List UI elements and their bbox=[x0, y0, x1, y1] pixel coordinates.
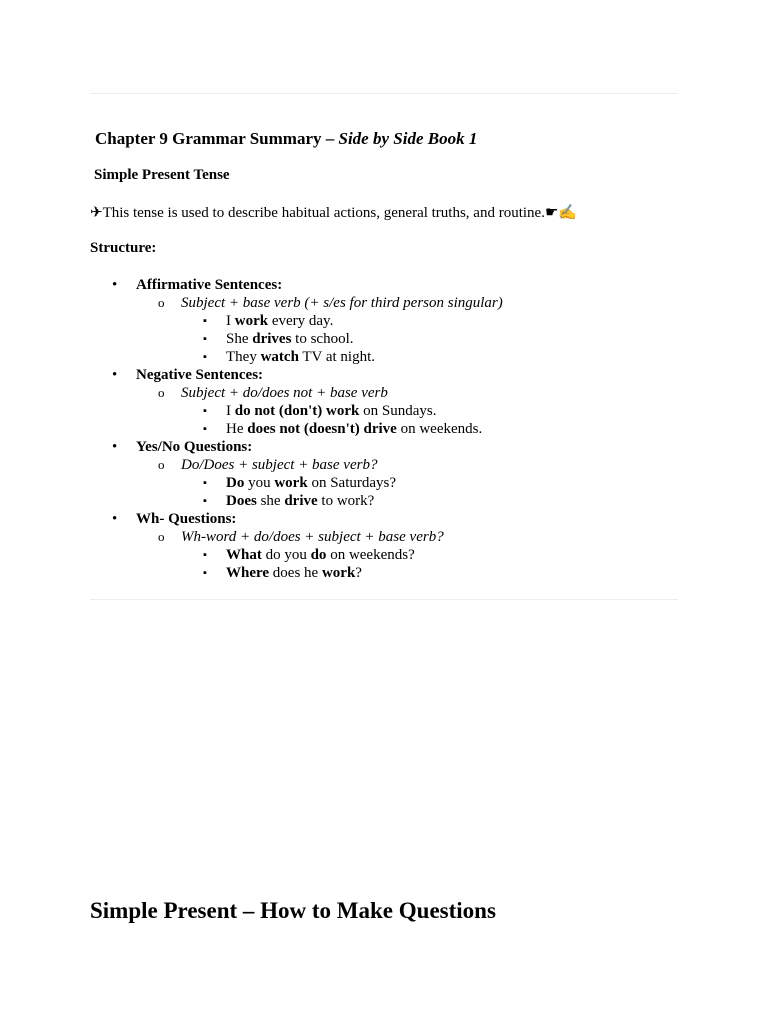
emphasized-verb: watch bbox=[260, 349, 299, 365]
grammar-outline bbox=[90, 276, 690, 582]
bullet-square-icon: ▪ bbox=[203, 405, 207, 417]
sentence-fragment: to school. bbox=[291, 331, 354, 347]
emphasized-verb: does not (doesn't) drive bbox=[247, 421, 397, 437]
bullet-circle-icon: o bbox=[158, 529, 165, 544]
section-item bbox=[90, 276, 690, 294]
sentence-fragment: to work? bbox=[317, 493, 375, 509]
emphasized-verb: do not (don't) work bbox=[234, 403, 360, 419]
section-item bbox=[90, 438, 690, 456]
sentence-fragment: TV at night. bbox=[298, 349, 376, 365]
sentence-fragment: ? bbox=[355, 565, 362, 581]
bullet-square-icon: ▪ bbox=[203, 333, 207, 345]
sentence-fragment: on weekends? bbox=[326, 547, 415, 563]
top-divider bbox=[90, 93, 678, 94]
next-section-heading: Simple Present – How to Make Questions bbox=[90, 898, 496, 923]
emphasized-verb: drives bbox=[252, 331, 292, 347]
example-item bbox=[90, 420, 690, 438]
sentence-fragment: on Sundays. bbox=[359, 403, 437, 419]
sentence-fragment: do you bbox=[261, 547, 311, 563]
emphasized-verb: What bbox=[226, 547, 262, 563]
example-sentence bbox=[226, 402, 436, 420]
document-title bbox=[95, 129, 477, 149]
bullet-square-icon: ▪ bbox=[203, 423, 207, 435]
formula-text: Subject + base verb (+ s/es for third person singular) bbox=[181, 295, 503, 311]
example-item bbox=[90, 492, 690, 510]
example-sentence bbox=[226, 348, 375, 366]
bullet-circle-icon: o bbox=[158, 295, 165, 310]
sentence-fragment: I bbox=[226, 403, 235, 419]
bullet-square-icon: ▪ bbox=[203, 567, 207, 579]
sentence-fragment: on weekends. bbox=[396, 421, 483, 437]
emphasized-verb: Does bbox=[226, 493, 257, 509]
example-item bbox=[90, 348, 690, 366]
bullet-square-icon: ▪ bbox=[203, 495, 207, 507]
formula-text: Subject + do/does not + base verb bbox=[181, 385, 388, 401]
example-item bbox=[90, 474, 690, 492]
intro-paragraph: ✈This tense is used to describe habitual actions, general truths, and routine.☛✍ bbox=[90, 205, 578, 221]
bullet-square-icon: ▪ bbox=[203, 549, 207, 561]
emphasized-verb: do bbox=[310, 547, 327, 563]
formula-item bbox=[90, 294, 690, 312]
example-item bbox=[90, 312, 690, 330]
bullet-disc-icon: • bbox=[112, 277, 118, 293]
sentence-fragment: does he bbox=[269, 565, 322, 581]
emphasized-verb: drive bbox=[284, 493, 318, 509]
example-item bbox=[90, 402, 690, 420]
bullet-disc-icon: • bbox=[112, 511, 118, 527]
bullet-disc-icon: • bbox=[112, 439, 118, 455]
section-label: Affirmative Sentences: bbox=[136, 277, 283, 293]
example-item bbox=[90, 564, 690, 582]
example-sentence bbox=[226, 564, 362, 582]
example-item bbox=[90, 546, 690, 564]
bottom-divider bbox=[90, 599, 678, 600]
emphasized-verb: work bbox=[321, 565, 356, 581]
section-label: Wh- Questions: bbox=[136, 511, 237, 527]
section-subheading: Simple Present Tense bbox=[94, 167, 230, 183]
sentence-fragment: I bbox=[226, 313, 235, 329]
example-sentence bbox=[226, 492, 374, 510]
emphasized-verb: Do bbox=[226, 475, 245, 491]
bullet-circle-icon: o bbox=[158, 457, 165, 472]
bullet-square-icon: ▪ bbox=[203, 315, 207, 327]
sentence-fragment: she bbox=[256, 493, 285, 509]
sentence-fragment: every day. bbox=[268, 313, 334, 329]
structure-label: Structure: bbox=[90, 240, 157, 256]
example-sentence bbox=[226, 312, 333, 330]
section-item bbox=[90, 510, 690, 528]
formula-text: Do/Does + subject + base verb? bbox=[181, 457, 378, 473]
bullet-circle-icon: o bbox=[158, 385, 165, 400]
bullet-square-icon: ▪ bbox=[203, 477, 207, 489]
formula-text: Wh-word + do/does + subject + base verb? bbox=[181, 529, 444, 545]
section-item bbox=[90, 366, 690, 384]
sentence-fragment: They bbox=[226, 349, 261, 365]
example-item bbox=[90, 330, 690, 348]
example-sentence bbox=[226, 420, 482, 438]
sentence-fragment: on Saturdays? bbox=[307, 475, 397, 491]
sentence-fragment: you bbox=[244, 475, 275, 491]
title-prefix: Chapter 9 Grammar Summary – bbox=[95, 129, 339, 148]
title-book-name: Side by Side Book 1 bbox=[338, 129, 478, 148]
formula-item bbox=[90, 528, 690, 546]
emphasized-verb: work bbox=[234, 313, 269, 329]
sentence-fragment: She bbox=[226, 331, 253, 347]
section-label: Negative Sentences: bbox=[136, 367, 264, 383]
bullet-square-icon: ▪ bbox=[203, 351, 207, 363]
formula-item bbox=[90, 384, 690, 402]
sentence-fragment: He bbox=[226, 421, 248, 437]
bullet-disc-icon: • bbox=[112, 367, 118, 383]
emphasized-verb: work bbox=[274, 475, 308, 491]
example-sentence bbox=[226, 330, 354, 348]
emphasized-verb: Where bbox=[226, 565, 270, 581]
formula-item bbox=[90, 456, 690, 474]
example-sentence bbox=[226, 546, 415, 564]
example-sentence bbox=[226, 474, 396, 492]
section-label: Yes/No Questions: bbox=[136, 439, 253, 455]
